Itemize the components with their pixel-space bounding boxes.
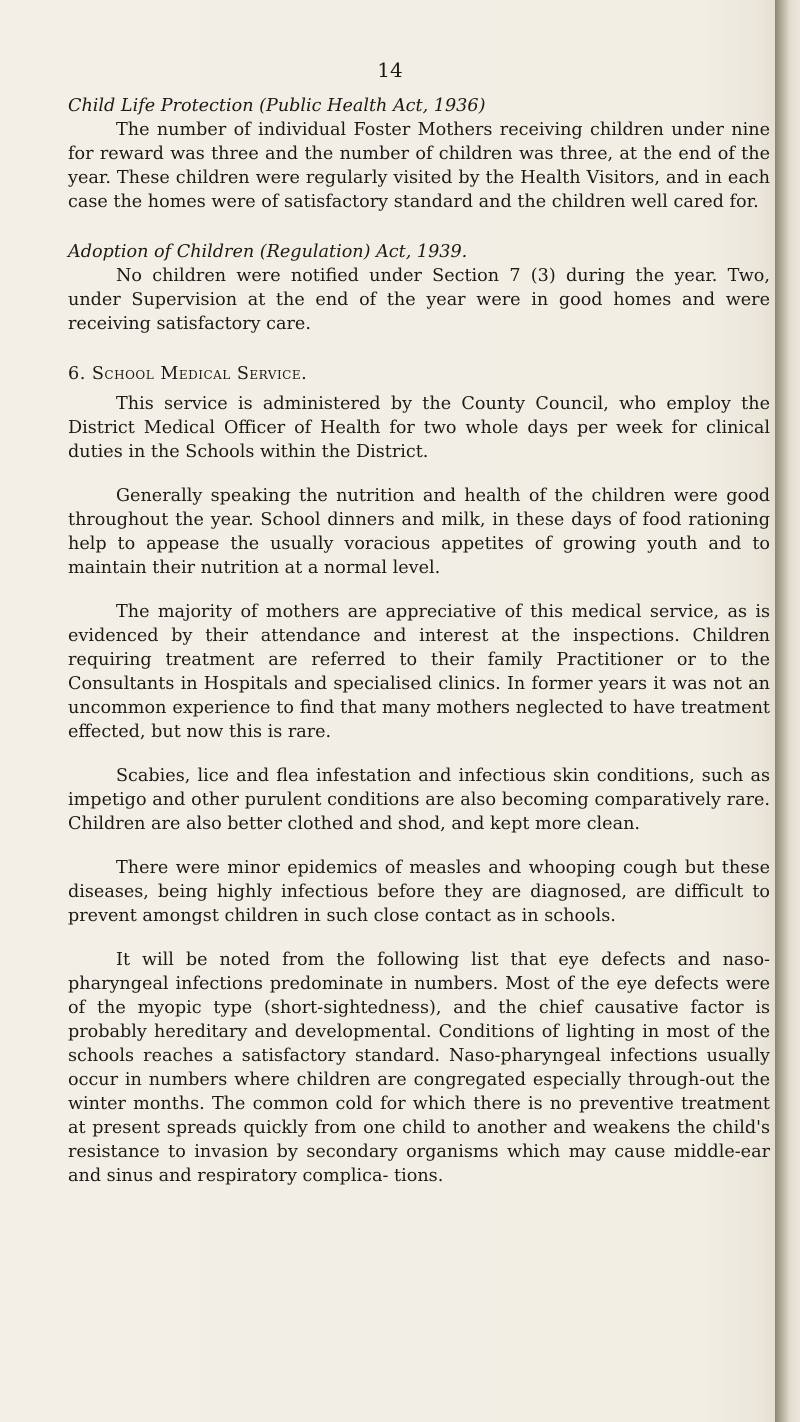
paragraph-adoption: No children were notified under Section 7 (3) during the year. Two, under Supervision at the end of the year were in good homes and were receiving satisfactory care. [68,266,770,334]
paragraph-school-medical-1: This service is administered by the County Council, who employ the District Medical Officer of Health for two whole days per week for clinical duties in the Schools within the District. [68,394,770,462]
paragraph-school-medical-6: It will be noted from the following list that eye defects and naso-pharyngeal infections predominate in numbers. Most of the eye defects were of the myopic type (short-sightedness), and the chief causative factor is probably hereditary and developmental. Conditions of lighting in most of the schools reaches a satisfactory standard. Naso-pharyngeal infections usually occur in numbers where children are congregated especially through-out the winter months. The common cold for which there is no preventive treatment at present spreads quickly from one child to another and weakens the child's resistance to invasion by secondary organisms which may cause middle-ear and sinus and respiratory complica- tions. [68,950,770,1186]
paragraph-school-medical-3: The majority of mothers are appreciative of this medical service, as is evidenced by their attendance and interest at the inspections. Children requiring treatment are referred to their family Practitioner or to the Consultants in Hospitals and specialised clinics. In former years it was not an uncommon experience to find that many mothers neglected to have treatment effected, but now this is rare. [68,602,770,742]
heading-child-life-protection: Child Life Protection (Public Health Act, 1936) [68,96,486,116]
paragraph-school-medical-5: There were minor epidemics of measles and whooping cough but these diseases, being highly infectious before they are diagnosed, are difficult to prevent amongst children in such close contact as in schools. [68,858,770,926]
heading-school-medical-service: 6. School Medical Service. [68,364,308,384]
page-content [68,94,770,1188]
page-number: 14 [377,58,403,82]
heading-adoption-of-children: Adoption of Children (Regulation) Act, 1939. [68,242,468,262]
paragraph-school-medical-4: Scabies, lice and flea infestation and infectious skin conditions, such as impetigo and other purulent conditions are also becoming comparatively rare. Children are also better clothed and shod, and kept more clean. [68,766,770,834]
paragraph-child-life: The number of individual Foster Mothers receiving children under nine for reward was three and the number of children was three, at the end of the year. These children were regularly visited by the Health Visitors, and in each case the homes were of satisfactory standard and the children well cared for. [68,120,770,212]
book-gutter [775,0,800,1422]
paragraph-school-medical-2: Generally speaking the nutrition and health of the children were good throughout the year. School dinners and milk, in these days of food rationing help to appease the usually voracious appetites of growing youth and to maintain their nutrition at a normal level. [68,486,770,578]
